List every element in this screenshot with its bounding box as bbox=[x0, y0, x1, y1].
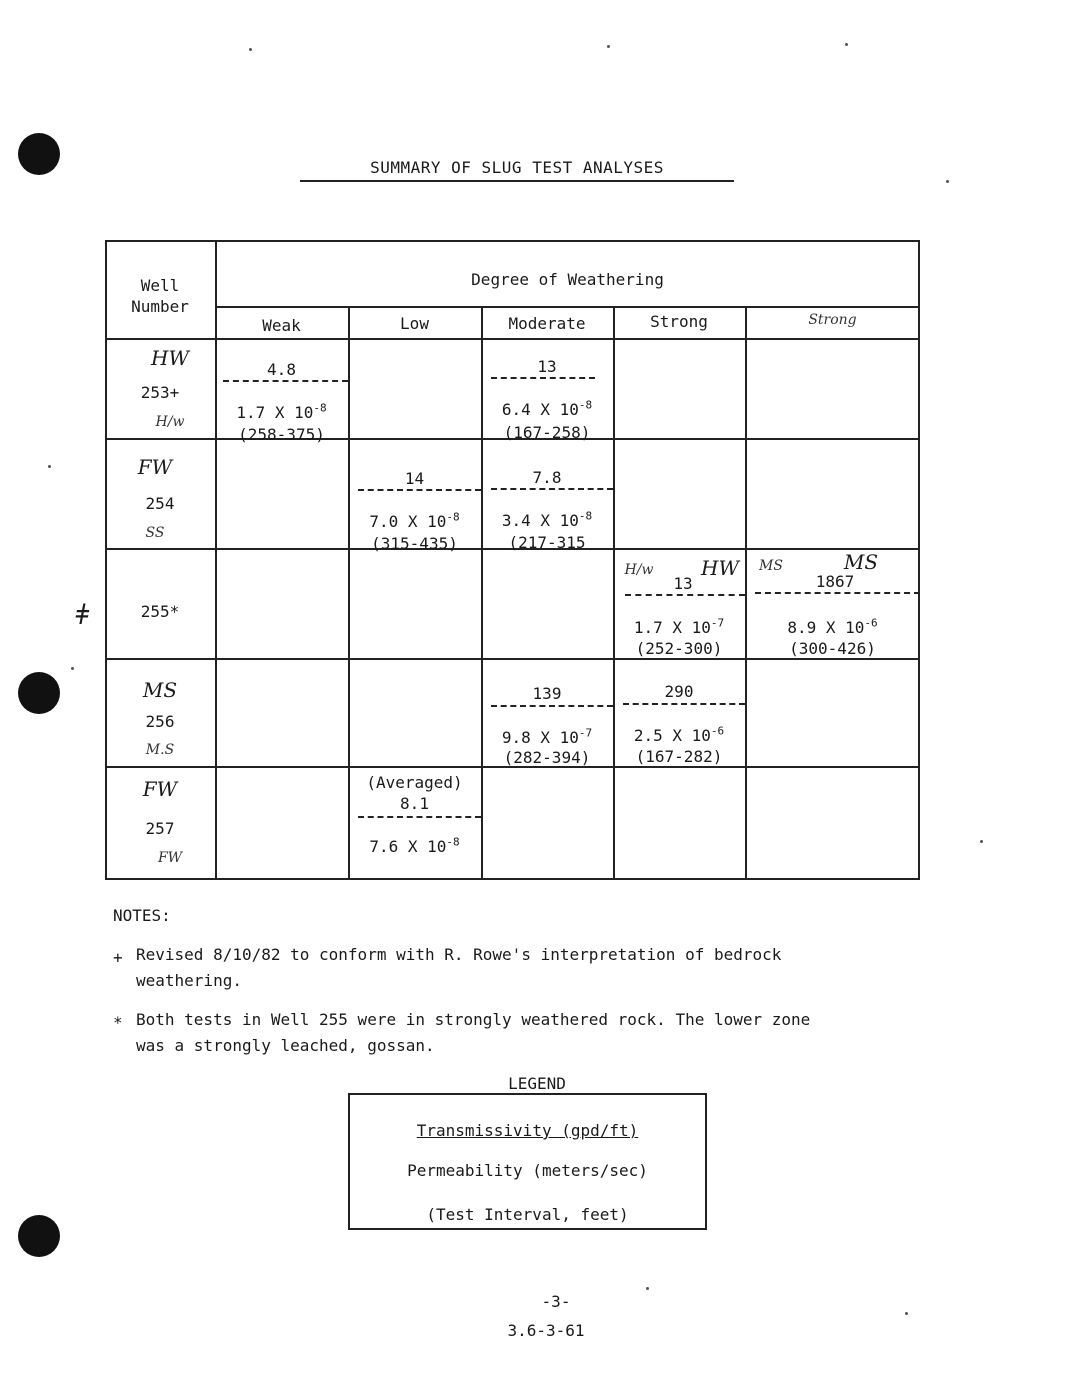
permeability-value: 7.0 X $10^{-8}$ bbox=[369, 510, 460, 531]
row-divider bbox=[105, 658, 920, 660]
group-header-rule bbox=[215, 306, 920, 308]
permeability-value: 1.7 X $10^{-8}$ bbox=[236, 401, 327, 422]
transmissivity-dash-rule bbox=[625, 594, 745, 596]
transmissivity-dash-rule bbox=[491, 705, 613, 707]
column-header-strong: Strong bbox=[650, 312, 708, 331]
transmissivity-dash-rule bbox=[491, 488, 613, 490]
note-text-line: weathering. bbox=[136, 971, 242, 990]
averaged-note: (Averaged) bbox=[366, 773, 463, 792]
well-number: 254 bbox=[145, 494, 175, 513]
well-annotation-bottom: M.S bbox=[145, 742, 175, 758]
table-border-right bbox=[918, 240, 920, 880]
annotation-handwritten-left: H/w bbox=[624, 562, 654, 578]
permeability-value: 6.4 X $10^{-8}$ bbox=[501, 398, 593, 419]
well-number: 257 bbox=[145, 819, 175, 838]
binder-hole-bottom bbox=[18, 1215, 60, 1257]
scan-speck bbox=[607, 45, 610, 48]
binder-hole-top bbox=[18, 133, 60, 175]
well-annotation-top: FW bbox=[137, 455, 173, 479]
title-underline bbox=[300, 180, 734, 182]
transmissivity-dash-rule bbox=[491, 377, 595, 379]
test-interval: (252-300) bbox=[635, 639, 723, 658]
test-interval: (217-315 bbox=[508, 533, 586, 552]
test-interval: (258-375) bbox=[238, 425, 325, 444]
note-text-line: Both tests in Well 255 were in strongly weathered rock. The lower zone bbox=[136, 1010, 811, 1029]
well-annotation-bottom: FW bbox=[157, 850, 183, 866]
transmissivity-dash-rule bbox=[358, 816, 481, 818]
permeability-value: 9.8 X $10^{-7}$ bbox=[501, 726, 593, 747]
table-border-bottom bbox=[105, 878, 920, 880]
document-code: 3.6-3-61 bbox=[507, 1321, 585, 1340]
column-rule bbox=[613, 306, 615, 880]
annotation-handwritten-left: MS bbox=[759, 558, 783, 574]
column-header-low: Low bbox=[400, 314, 429, 333]
transmissivity-value: 290 bbox=[664, 682, 694, 701]
column-header-moderate: Moderate bbox=[508, 314, 586, 333]
column-header-strong-handwritten: Strong bbox=[808, 312, 857, 328]
transmissivity-value: 139 bbox=[532, 684, 562, 703]
well-header-line2: Number bbox=[131, 297, 189, 316]
note-marker: + bbox=[113, 948, 123, 967]
notes-heading: NOTES: bbox=[113, 906, 171, 925]
test-interval: (282-394) bbox=[503, 748, 591, 767]
legend-box bbox=[348, 1093, 707, 1230]
column-header-weak: Weak bbox=[262, 316, 301, 335]
table-border-top bbox=[105, 240, 920, 242]
permeability-value: 2.5 X $10^{-6}$ bbox=[633, 724, 725, 745]
well-annotation-top: FW bbox=[142, 777, 178, 801]
slug-test-table bbox=[105, 240, 920, 883]
well-number: 253+ bbox=[140, 383, 180, 402]
well-annotation-top: MS bbox=[142, 678, 178, 702]
binder-hole-middle bbox=[18, 672, 60, 714]
transmissivity-dash-rule bbox=[223, 380, 348, 382]
margin-annotation: ǂ bbox=[76, 598, 89, 631]
column-header-rule bbox=[105, 338, 920, 340]
note-text-line: Revised 8/10/82 to conform with R. Rowe's interpretation of bedrock bbox=[136, 945, 782, 964]
transmissivity-value: 1867 bbox=[815, 572, 855, 591]
test-interval: (300-426) bbox=[789, 639, 876, 658]
page-title: SUMMARY OF SLUG TEST ANALYSES bbox=[370, 158, 664, 177]
well-column-rule bbox=[215, 240, 217, 880]
legend-test-interval: (Test Interval, feet) bbox=[426, 1205, 629, 1224]
scan-speck bbox=[48, 465, 51, 468]
scan-speck bbox=[905, 1312, 908, 1315]
transmissivity-dash-rule bbox=[755, 592, 920, 594]
scan-speck bbox=[249, 48, 252, 51]
annotation-handwritten-right: HW bbox=[701, 556, 739, 580]
scan-speck bbox=[845, 43, 848, 46]
well-annotation-bottom: H/w bbox=[155, 414, 185, 430]
note-marker: * bbox=[113, 1013, 123, 1032]
transmissivity-value: 13 bbox=[673, 574, 693, 593]
test-interval: (315-435) bbox=[371, 534, 458, 553]
note-text-line: was a strongly leached, gossan. bbox=[136, 1036, 435, 1055]
group-header: Degree of Weathering bbox=[471, 270, 664, 289]
transmissivity-dash-rule bbox=[358, 489, 481, 491]
scan-speck bbox=[980, 840, 983, 843]
annotation-handwritten-right: MS bbox=[843, 550, 879, 574]
legend-heading: LEGEND bbox=[508, 1074, 566, 1093]
column-rule bbox=[745, 306, 747, 880]
legend-transmissivity: Transmissivity (gpd/ft) bbox=[416, 1121, 639, 1140]
scan-speck bbox=[71, 667, 74, 670]
transmissivity-value: 14 bbox=[404, 469, 425, 488]
well-number: 255* bbox=[140, 602, 180, 621]
transmissivity-value: 4.8 bbox=[267, 360, 296, 379]
transmissivity-value: 8.1 bbox=[400, 794, 429, 813]
well-header-line1: Well bbox=[140, 276, 180, 295]
legend-permeability: Permeability (meters/sec) bbox=[407, 1161, 648, 1180]
permeability-value: 8.9 X $10^{-6}$ bbox=[787, 616, 878, 637]
permeability-value: 3.4 X $10^{-8}$ bbox=[501, 509, 593, 530]
page-number: -3- bbox=[541, 1292, 571, 1311]
transmissivity-dash-rule bbox=[623, 703, 745, 705]
transmissivity-value: 13 bbox=[537, 357, 557, 376]
well-annotation-bottom: SS bbox=[145, 525, 165, 541]
transmissivity-value: 7.8 bbox=[532, 468, 562, 487]
test-interval: (167-282) bbox=[635, 747, 723, 766]
well-annotation-top: HW bbox=[151, 346, 189, 370]
scan-speck bbox=[646, 1287, 649, 1290]
column-rule bbox=[481, 306, 483, 880]
test-interval: (167-258) bbox=[503, 423, 591, 442]
well-number: 256 bbox=[145, 712, 175, 731]
permeability-value: 7.6 X $10^{-8}$ bbox=[369, 835, 460, 856]
scan-speck bbox=[946, 180, 949, 183]
permeability-value: 1.7 X $10^{-7}$ bbox=[633, 616, 725, 637]
